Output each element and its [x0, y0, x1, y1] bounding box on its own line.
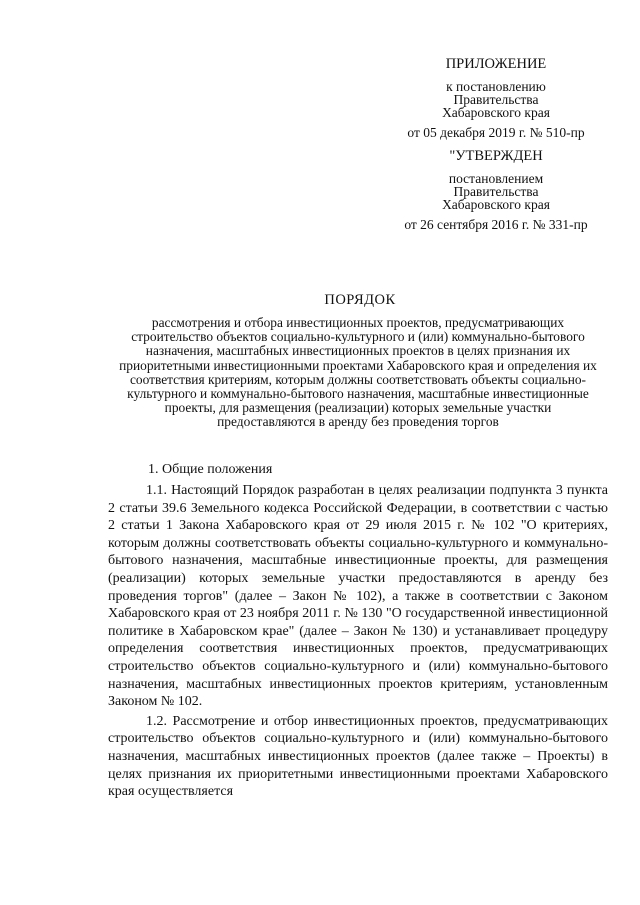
appendix-line: Хабаровского края [442, 105, 550, 120]
appendix-line: Правительства [453, 92, 539, 107]
approval-heading: "УТВЕРЖДЕН [449, 148, 543, 164]
document-title: ПОРЯДОК [324, 292, 396, 308]
approval-line: Правительства [453, 184, 539, 199]
paragraph-1-1: 1.1. Настоящий Порядок разработан в целях реализации подпункта 3 пункта 2 статьи 39.6 Земельного кодекса Российской Федерации, в соответствии с частью 2 статьи 1 Закона Хабаровского края от 29 июля 2015 г. № 102 "О критериях, которым должны соответствовать объекты социально-культурного и коммунально-бытового назначения, масштабные инвестиционные проекты, для размещения (реализации) которых земельные участки предоставляются в аренду без проведения торгов" (далее – Закон № 102), а также в соответствии с Законом Хабаровского края от 23 ноября 2011 г. № 130 "О государственной инвестиционной политике в Хабаровском крае" (далее – Закон № 130) и устанавливает процедуру определения соответствия инвестиционных проектов, предусматривающих строительство объектов социально-культурного и (или) коммунально-бытового назначения, масштабных инвестиционных проектов критериям, установленным Законом № 102. [108, 483, 608, 710]
document-subtitle: рассмотрения и отбора инвестиционных проектов, предусматривающих строительство объектов социально-культурного и (или) коммунально-бытового назначения, масштабных инвестиционных проектов в целях признания их приоритетными инвестиционными проектами Хабаровского края и определения их соответствия критериям, которым должны соответствовать объекты социально-культурного и коммунально-бытового назначения, масштабные инвестиционные проекты, для размещения (реализации) которых земельные участки предоставляются в аренду без проведения торгов [119, 315, 597, 430]
appendix-line: к постановлению [446, 79, 546, 94]
approval-line: постановлением [448, 171, 544, 186]
approval-line: Хабаровского края [442, 197, 550, 212]
appendix-date: от 05 декабря 2019 г. № 510-пр [407, 125, 585, 140]
appendix-block [386, 58, 606, 139]
approval-block [386, 150, 606, 231]
approval-date: от 26 сентября 2016 г. № 331-пр [404, 217, 588, 232]
section-body [108, 482, 608, 803]
section-heading: 1. Общие положения [148, 462, 273, 477]
paragraph-1-2: 1.2. Рассмотрение и отбор инвестиционных проектов, предусматривающих строительство объектов социально-культурного и (или) коммунально-бытового назначения, масштабных инвестиционных проектов (далее также – Проекты) в целях признания их приоритетными инвестиционными проектами Хабаровского края осуществляется [108, 713, 608, 800]
appendix-heading: ПРИЛОЖЕНИЕ [445, 56, 547, 72]
